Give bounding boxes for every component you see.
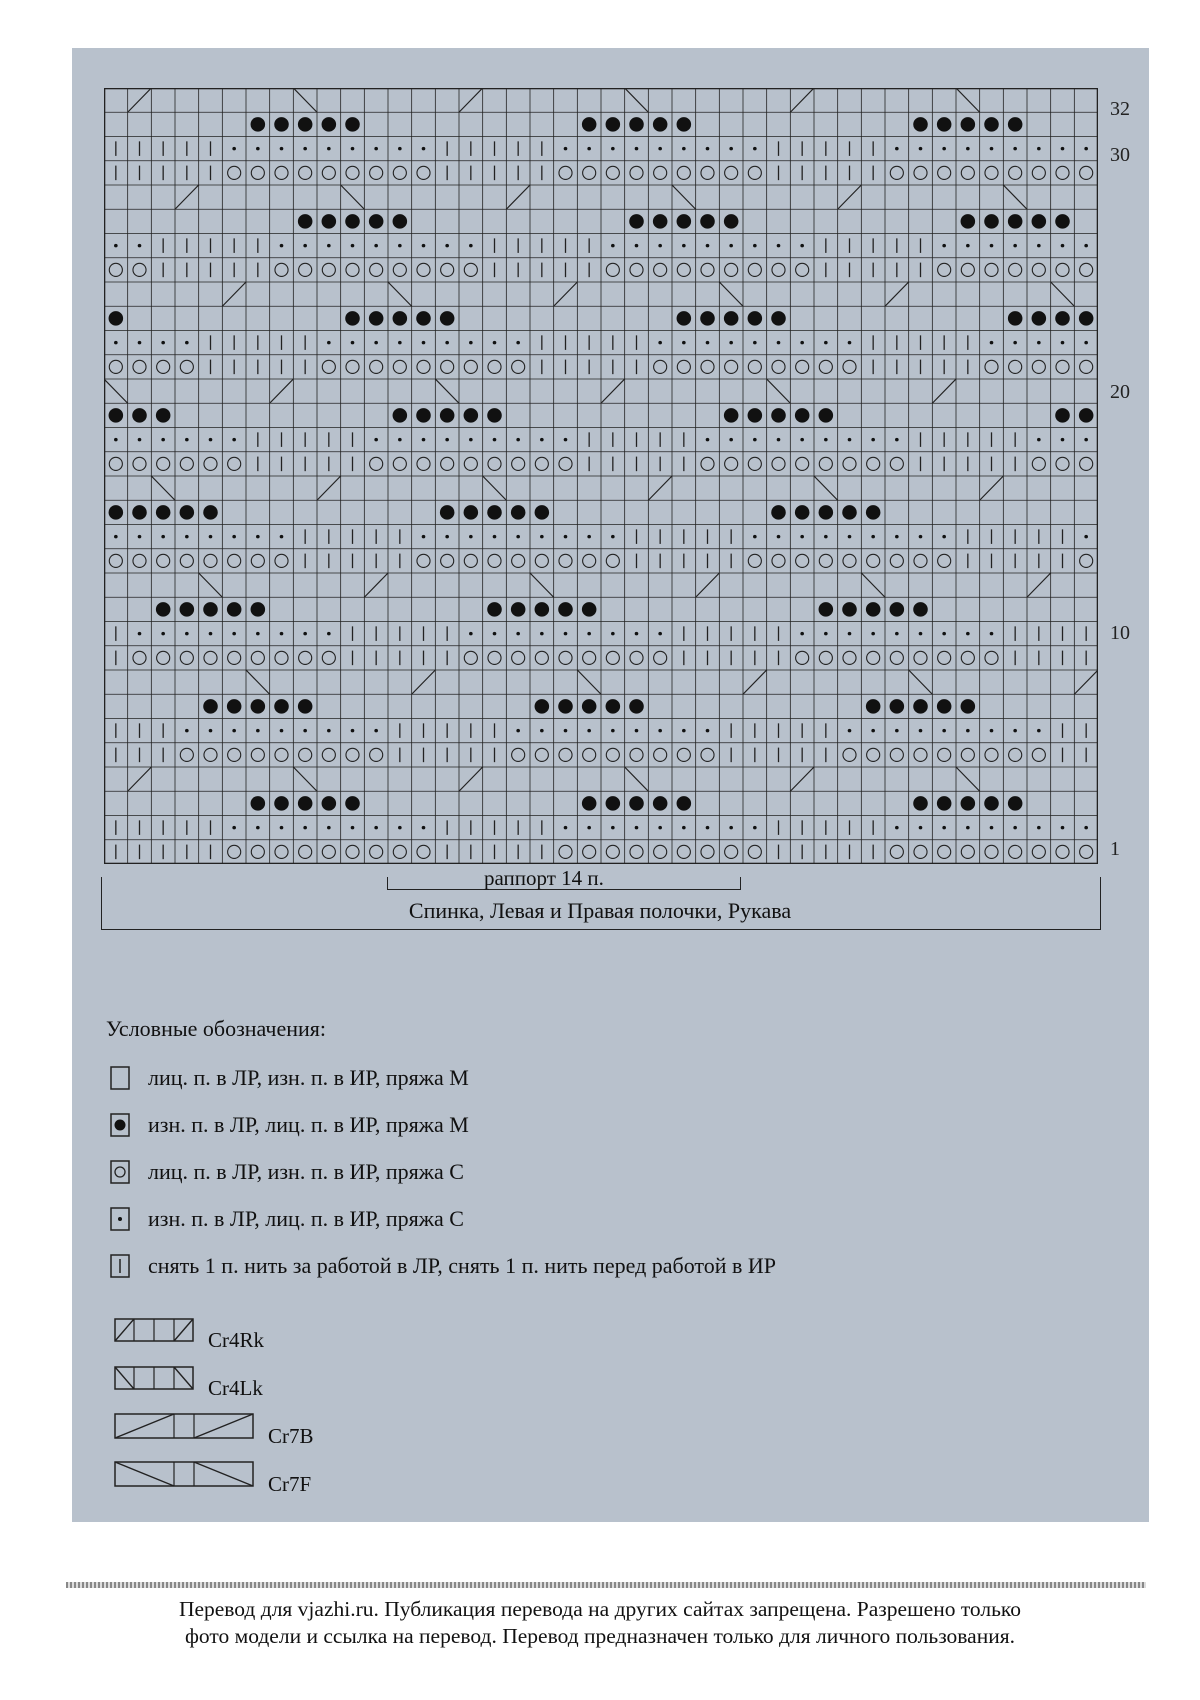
legend-text: лиц. п. в ЛР, изн. п. в ИР, пряжа М	[148, 1065, 469, 1090]
legend-text: изн. п. в ЛР, лиц. п. в ИР, пряжа М	[148, 1112, 469, 1137]
row-number-32: 32	[1110, 98, 1130, 120]
legend-item-purl-c	[110, 1205, 464, 1233]
rapport-label: раппорт 14 п.	[484, 866, 604, 890]
knitting-chart	[104, 88, 1098, 864]
legend-item-purl-m	[110, 1111, 469, 1139]
row-number-20: 20	[1110, 381, 1130, 403]
cross-right-4-icon	[114, 1318, 194, 1342]
legend-cable-label: Cr4Rk	[208, 1328, 265, 1352]
legend-cable-cr7f	[114, 1450, 311, 1497]
legend-cable-label: Cr7B	[268, 1424, 314, 1448]
footer-line-1: Перевод для vjazhi.ru. Публикация перевода на других сайтах запрещена. Разрешено только	[178, 1597, 1022, 1621]
small-dot-icon	[110, 1207, 130, 1231]
cross-front-7-icon	[114, 1461, 254, 1487]
empty-square-icon	[110, 1066, 130, 1090]
row-number-30: 30	[1110, 144, 1130, 166]
row-number-1: 1	[1110, 838, 1120, 860]
legend-cable-cr4rk	[114, 1306, 264, 1353]
row-number-10: 10	[1110, 622, 1130, 644]
legend-item-knit-c	[110, 1158, 464, 1186]
section-label: Спинка, Левая и Правая полочки, Рукава	[408, 898, 792, 923]
legend-item-slip	[110, 1252, 776, 1280]
legend-cable-cr7b	[114, 1402, 314, 1449]
filled-dot-icon	[110, 1113, 130, 1137]
cross-back-7-icon	[114, 1413, 254, 1439]
legend-cable-cr4lk	[114, 1354, 263, 1401]
slip-bar-icon	[110, 1254, 130, 1278]
legend-title: Условные обозначения:	[106, 1016, 327, 1041]
footer-divider	[66, 1582, 1146, 1588]
footer-line-2: фото модели и ссылка на перевод. Перевод предназначен только для личного пользования.	[184, 1623, 1015, 1648]
legend-item-knit-m	[110, 1064, 469, 1092]
legend-cable-label: Cr7F	[268, 1472, 312, 1496]
legend-text: лиц. п. в ЛР, изн. п. в ИР, пряжа С	[148, 1159, 464, 1184]
footer-notice	[0, 1596, 1200, 1650]
ring-icon	[110, 1160, 130, 1184]
legend-cable-label: Cr4Lk	[208, 1376, 263, 1400]
legend-text: изн. п. в ЛР, лиц. п. в ИР, пряжа С	[148, 1206, 464, 1231]
cross-left-4-icon	[114, 1366, 194, 1390]
legend-text: снять 1 п. нить за работой в ЛР, снять 1 п. нить перед работой в ИР	[148, 1253, 777, 1278]
